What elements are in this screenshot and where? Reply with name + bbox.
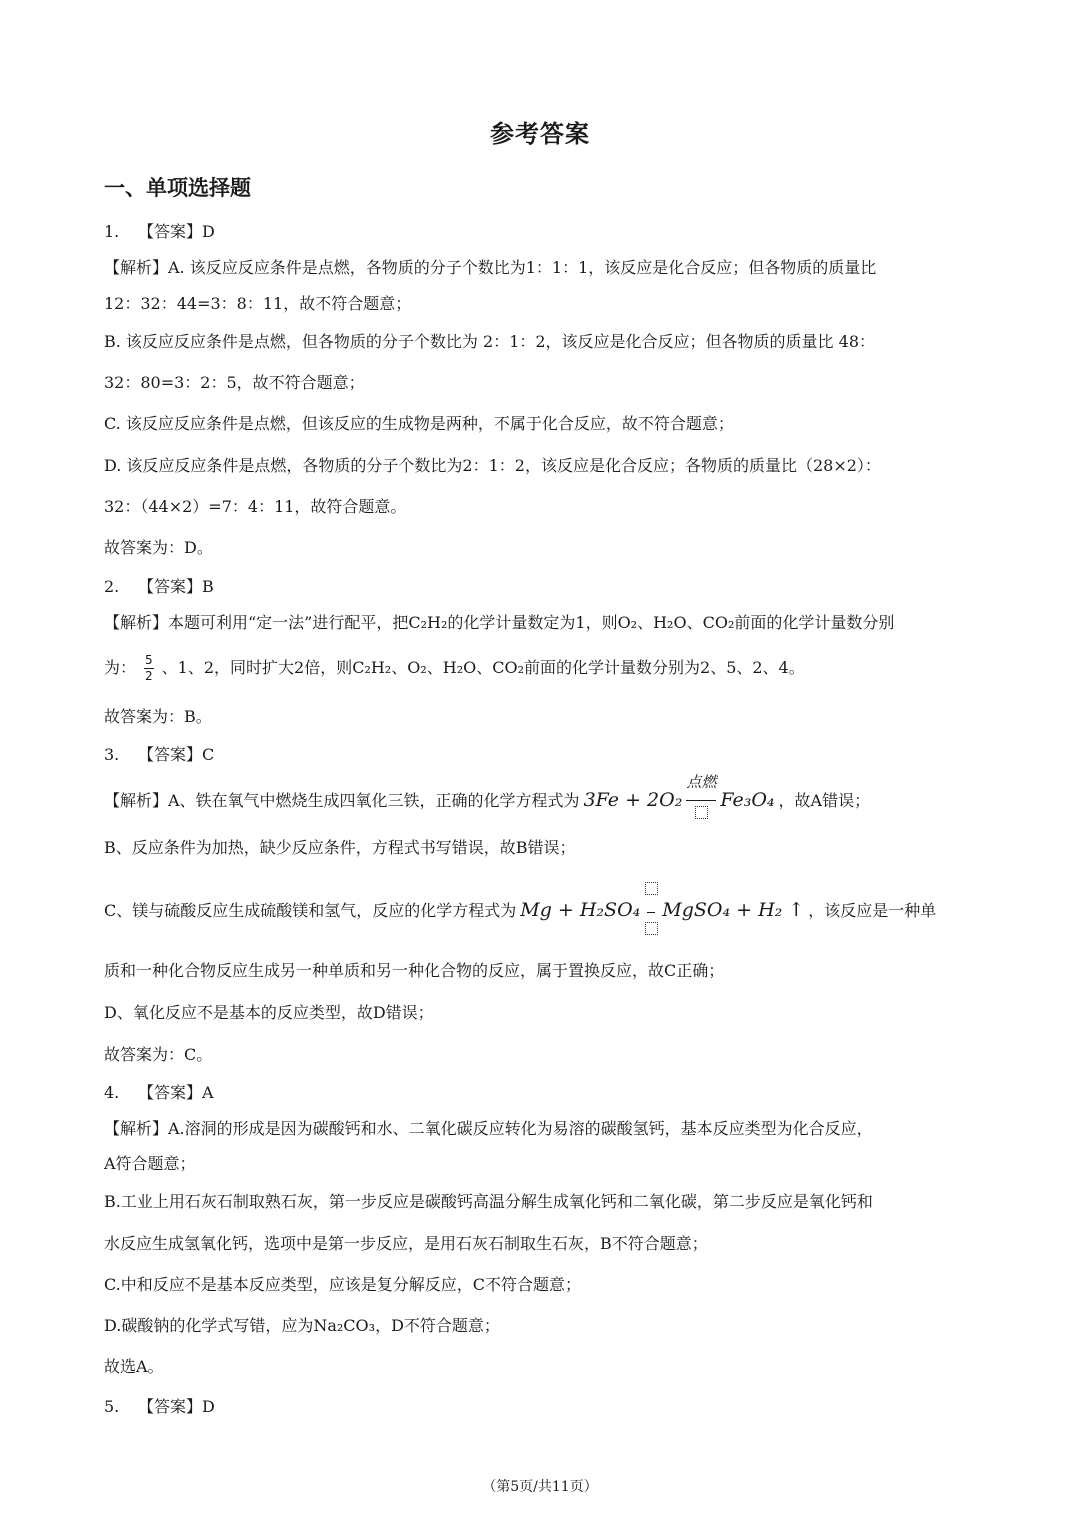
q4-line-7: 故选A。	[104, 1357, 164, 1376]
fraction-five-halves	[144, 653, 154, 684]
q1-number: 1.	[104, 222, 120, 241]
q5-answer: 【答案】D	[138, 1397, 215, 1416]
equation-magnesium-right: MgSO₄ + H₂ ↑	[662, 899, 805, 921]
q3-line-4: 质和一种化合物反应生成另一种单质和另一种化合物的反应，属于置换反应，故C正确；	[104, 961, 725, 980]
q3-line-5: D、氧化反应不是基本的反应类型，故D错误；	[104, 1003, 434, 1022]
condition-label: 点燃	[686, 772, 717, 791]
q3-line-3-end: ，该反应是一种单	[808, 901, 937, 920]
q1-line-4: 32：80=3：2：5，故不符合题意；	[104, 373, 365, 392]
q4-line-2: A符合题意；	[104, 1154, 196, 1173]
q4-line-3: B.工业上用石灰石制取熟石灰，第一步反应是碳酸钙高温分解生成氧化钙和二氧化碳，第二步反应是氧化钙和	[104, 1192, 873, 1211]
q2-line-1: 【解析】本题可利用“定一法”进行配平，把C₂H₂的化学计量数定为1，则O₂、H₂O、CO₂前面的化学计量数分别	[104, 613, 895, 632]
placeholder-box-icon	[645, 882, 658, 895]
q1-line-5: C. 该反应反应条件是点燃，但该反应的生成物是两种，不属于化合反应，故不符合题意；	[104, 414, 734, 433]
placeholder-box-icon	[645, 922, 658, 935]
equation-iron-left: 3Fe + 2O₂	[583, 789, 683, 811]
q2-line-2-end: 、1、2，同时扩大2倍，则C₂H₂、O₂、H₂O、CO₂前面的化学计量数分别为2、5、2、4。	[161, 658, 805, 677]
page-footer: （第5页/共11页）	[482, 1479, 598, 1495]
q3-number: 3.	[104, 745, 120, 764]
q2-line-2-start: 为：	[104, 658, 137, 677]
q5-number: 5.	[104, 1397, 120, 1416]
fraction-numerator: 5	[145, 653, 153, 667]
q4-answer-line	[104, 1081, 214, 1105]
equation-iron-right: Fe₃O₄	[720, 789, 775, 811]
q3-line-1-end: ，故A错误；	[778, 791, 871, 810]
q2-answer: 【答案】B	[138, 577, 214, 596]
q1-line-2: 12：32：44=3：8：11，故不符合题意；	[104, 294, 412, 313]
q1-line-3: B. 该反应反应条件是点燃，但各物质的分子个数比为 2：1：2，该反应是化合反应；但各物质的质量比 48：	[104, 332, 876, 351]
q2-answer-line	[104, 575, 214, 599]
q1-line-7: 32：（44×2）=7：4：11，故符合题意。	[104, 497, 407, 516]
q1-answer: 【答案】D	[138, 222, 215, 241]
q4-line-6: D.碳酸钠的化学式写错，应为Na₂CO₃，D不符合题意；	[104, 1316, 500, 1335]
reaction-condition-ignite	[686, 772, 717, 814]
q1-answer-line	[104, 220, 215, 244]
q2-line-2	[104, 653, 805, 684]
placeholder-box-icon	[695, 806, 708, 819]
q3-line-1-start: 【解析】A、铁在氧气中燃烧生成四氧化三铁，正确的化学方程式为	[104, 791, 580, 810]
q3-answer: 【答案】C	[138, 745, 215, 764]
q3-answer-line	[104, 743, 214, 767]
fraction-denominator: 2	[145, 669, 153, 683]
q5-answer-line	[104, 1395, 215, 1419]
page-title: 参考答案	[490, 120, 590, 148]
q2-line-3: 故答案为：B。	[104, 707, 212, 726]
q4-line-5: C.中和反应不是基本反应类型，应该是复分解反应，C不符合题意；	[104, 1275, 582, 1294]
q3-line-6: 故答案为：C。	[104, 1045, 213, 1064]
q4-line-4: 水反应生成氢氧化钙，选项中是第一步反应，是用石灰石制取生石灰，B不符合题意；	[104, 1234, 708, 1253]
dash-mark	[647, 912, 655, 913]
q3-line-3	[104, 898, 936, 924]
q4-line-1: 【解析】A.溶洞的形成是因为碳酸钙和水、二氧化碳反应转化为易溶的碳酸氢钙，基本反应类型为化合反应，	[104, 1119, 873, 1138]
q3-line-1	[104, 772, 871, 814]
q3-line-3-start: C、镁与硫酸反应生成硫酸镁和氢气，反应的化学方程式为	[104, 901, 517, 920]
q1-line-1: 【解析】A. 该反应反应条件是点燃，各物质的分子个数比为1：1：1，该反应是化合反应；但各物质的质量比	[104, 258, 877, 277]
reaction-dash	[644, 900, 658, 924]
q4-answer: 【答案】A	[138, 1083, 214, 1102]
equation-magnesium-left: Mg + H₂SO₄	[520, 899, 641, 921]
section-heading: 一、单项选择题	[104, 176, 251, 200]
q1-line-6: D. 该反应反应条件是点燃，各物质的分子个数比为2：1：2，该反应是化合反应；各物质的质量比（28×2）：	[104, 456, 881, 475]
q1-line-8: 故答案为：D。	[104, 538, 213, 557]
q3-line-2: B、反应条件为加热，缺少反应条件，方程式书写错误，故B错误；	[104, 838, 576, 857]
reaction-bar	[686, 800, 716, 801]
q4-number: 4.	[104, 1083, 120, 1102]
q2-number: 2.	[104, 577, 120, 596]
